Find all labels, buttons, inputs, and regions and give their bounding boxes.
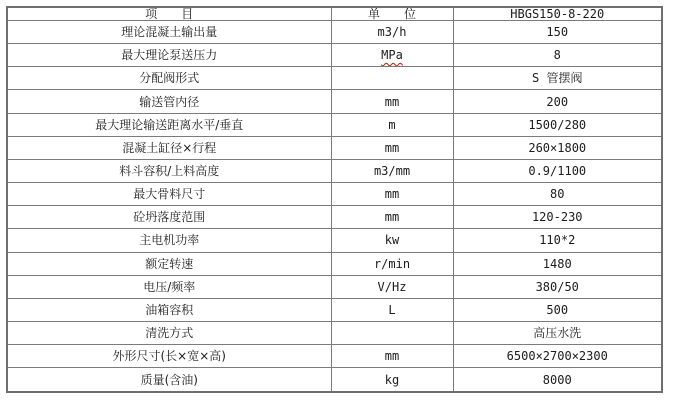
table-body — [7, 21, 662, 393]
cell-value: 0.9/1100 — [453, 159, 662, 182]
cell-unit: V/Hz — [331, 275, 453, 298]
cell-item: 电压/频率 — [7, 275, 331, 298]
cell-unit: r/min — [331, 252, 453, 275]
cell-unit: kg — [331, 368, 453, 392]
table-row — [7, 322, 662, 345]
header-row — [7, 7, 662, 21]
cell-item: 料斗容积/上料高度 — [7, 159, 331, 182]
cell-value: 高压水洗 — [453, 322, 662, 345]
spec-table — [6, 6, 663, 393]
cell-value: 1500/280 — [453, 113, 662, 136]
cell-item: 最大理论泵送压力 — [7, 44, 331, 67]
cell-item: 质量(含油) — [7, 368, 331, 392]
cell-value: 8 — [453, 44, 662, 67]
table-row — [7, 183, 662, 206]
table-row — [7, 229, 662, 252]
cell-unit: mm — [331, 206, 453, 229]
header-model: HBGS150-8-220 — [453, 7, 662, 21]
cell-value: 260×1800 — [453, 136, 662, 159]
cell-unit: MPa — [331, 44, 453, 67]
header-unit: 单 位 — [331, 7, 453, 21]
table-row — [7, 252, 662, 275]
cell-unit: L — [331, 298, 453, 321]
cell-unit — [331, 322, 453, 345]
cell-item: 主电机功率 — [7, 229, 331, 252]
cell-value: 380/50 — [453, 275, 662, 298]
cell-unit: kw — [331, 229, 453, 252]
table-row — [7, 67, 662, 90]
cell-item: 理论混凝土输出量 — [7, 21, 331, 44]
header-item: 项 目 — [7, 7, 331, 21]
cell-unit: mm — [331, 345, 453, 368]
table-row — [7, 206, 662, 229]
cell-value: 6500×2700×2300 — [453, 345, 662, 368]
table-row — [7, 368, 662, 392]
cell-unit: mm — [331, 183, 453, 206]
cell-value: 8000 — [453, 368, 662, 392]
cell-value: 150 — [453, 21, 662, 44]
cell-item: 砼坍落度范围 — [7, 206, 331, 229]
table-row — [7, 113, 662, 136]
table-row — [7, 44, 662, 67]
cell-item: 油箱容积 — [7, 298, 331, 321]
cell-item: 最大理论输送距离水平/垂直 — [7, 113, 331, 136]
cell-value: S 管摆阀 — [453, 67, 662, 90]
cell-item: 分配阀形式 — [7, 67, 331, 90]
table-row — [7, 136, 662, 159]
cell-item: 清洗方式 — [7, 322, 331, 345]
cell-item: 外形尺寸(长×宽×高) — [7, 345, 331, 368]
cell-value: 80 — [453, 183, 662, 206]
cell-value: 200 — [453, 90, 662, 113]
cell-item: 混凝土缸径×行程 — [7, 136, 331, 159]
cell-unit: m3/mm — [331, 159, 453, 182]
cell-value: 1480 — [453, 252, 662, 275]
table-row — [7, 298, 662, 321]
cell-item: 最大骨料尺寸 — [7, 183, 331, 206]
cell-value: 500 — [453, 298, 662, 321]
table-row — [7, 90, 662, 113]
cell-unit: m3/h — [331, 21, 453, 44]
cell-item: 输送管内径 — [7, 90, 331, 113]
cell-item: 额定转速 — [7, 252, 331, 275]
cell-unit: mm — [331, 136, 453, 159]
cell-unit — [331, 67, 453, 90]
cell-value: 120-230 — [453, 206, 662, 229]
table-row — [7, 275, 662, 298]
table-row — [7, 21, 662, 44]
cell-value: 110*2 — [453, 229, 662, 252]
table-row — [7, 159, 662, 182]
table-row — [7, 345, 662, 368]
cell-unit: mm — [331, 90, 453, 113]
cell-unit: m — [331, 113, 453, 136]
